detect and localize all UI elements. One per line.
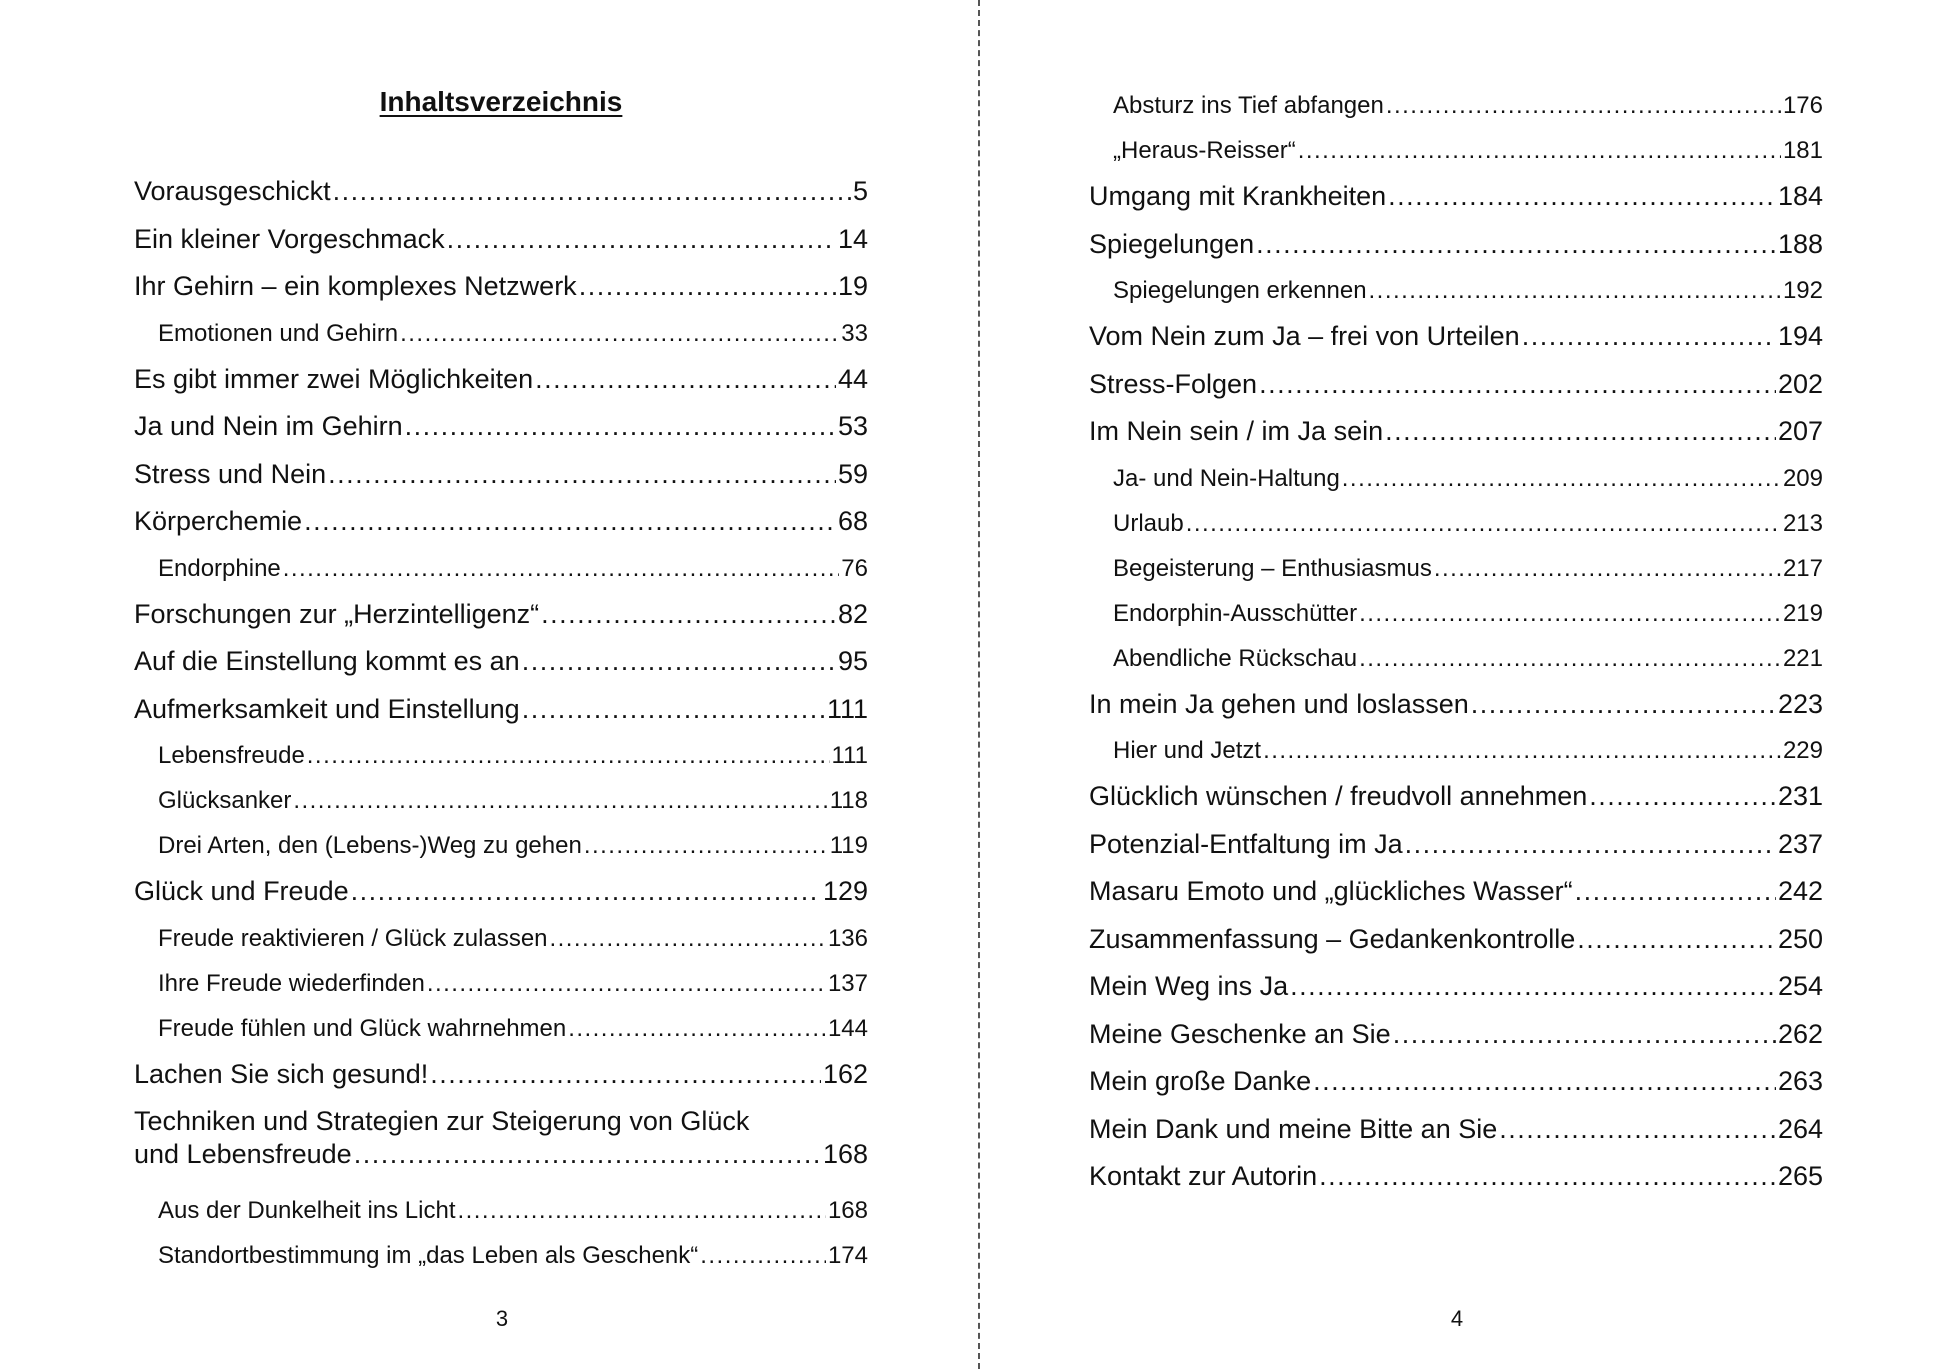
toc-entry-title: Im Nein sein / im Ja sein xyxy=(1089,416,1384,446)
toc-entry-page: 202 xyxy=(1777,368,1823,399)
toc-entry xyxy=(1089,361,1823,409)
toc-entry-title: Spiegelungen xyxy=(1089,228,1255,259)
toc-entry-title: Urlaub xyxy=(1113,509,1184,537)
toc-subentry xyxy=(134,1233,868,1278)
dot-leader xyxy=(541,591,836,639)
toc-subentry xyxy=(1089,128,1823,173)
toc-entry-page: 162 xyxy=(822,1058,868,1089)
toc-entry-page: 181 xyxy=(1782,137,1823,164)
toc-entry-title: Ihr Gehirn – ein komplexes Netzwerk xyxy=(134,271,577,301)
toc-title: Inhaltsverzeichnis xyxy=(379,86,623,117)
dot-leader xyxy=(333,168,851,216)
toc-entry-title: Drei Arten, den (Lebens-)Weg zu gehen xyxy=(158,832,582,859)
dot-leader xyxy=(1393,1011,1776,1059)
toc-entry-title: Standortbestimmung im „das Leben als Geschenk“ xyxy=(158,1242,699,1269)
dot-leader xyxy=(283,546,840,591)
dot-leader xyxy=(584,823,828,868)
toc-entry-page: 231 xyxy=(1777,781,1823,811)
dot-leader xyxy=(1186,501,1781,546)
dot-leader xyxy=(400,311,839,356)
dot-leader xyxy=(1388,173,1776,221)
toc-entry-page: 209 xyxy=(1782,464,1823,492)
toc-entry-page: 95 xyxy=(837,646,868,676)
toc-subentry xyxy=(134,823,868,868)
toc-entry xyxy=(1089,821,1823,869)
toc-entry-page: 59 xyxy=(837,458,868,489)
toc-entry-title: Freude reaktivieren / Glück zulassen xyxy=(158,924,548,952)
toc-entry-page: 237 xyxy=(1777,828,1823,859)
toc-entry xyxy=(1089,773,1823,821)
toc-subentry xyxy=(134,916,868,961)
dot-leader xyxy=(304,498,836,546)
toc-entry-page: 207 xyxy=(1777,416,1823,446)
toc-entry-page: 14 xyxy=(837,223,868,254)
toc-entry xyxy=(134,868,868,916)
toc-subentry xyxy=(1089,501,1823,546)
toc-entry-title: Ja- und Nein-Haltung xyxy=(1113,464,1340,492)
toc-entry-page: 119 xyxy=(829,832,868,859)
dot-leader xyxy=(1290,963,1776,1011)
toc-entry-page: 111 xyxy=(831,742,868,769)
toc-entry-title: Glücklich wünschen / freudvoll annehmen xyxy=(1089,781,1588,811)
toc-entry xyxy=(1089,408,1823,456)
dot-leader xyxy=(430,1051,821,1099)
toc-entry-title: Glücksanker xyxy=(158,787,292,814)
toc-entry-title: Lebensfreude xyxy=(158,742,305,769)
toc-entry-page: 168 xyxy=(827,1197,868,1224)
toc-entry-title: Vorausgeschickt xyxy=(134,176,331,206)
toc-subentry xyxy=(134,778,868,823)
toc-entry-page: 44 xyxy=(837,363,868,394)
dot-leader xyxy=(579,263,836,311)
toc-entry-title: Aufmerksamkeit und Einstellung xyxy=(134,693,520,724)
dot-leader xyxy=(1263,728,1781,773)
dot-leader xyxy=(1386,83,1781,128)
dot-leader xyxy=(293,778,827,823)
dot-leader xyxy=(458,1188,826,1233)
dot-leader xyxy=(1259,361,1776,409)
toc-entry-page: 5 xyxy=(852,176,868,206)
dot-leader xyxy=(550,916,826,961)
toc-entry-title: Stress-Folgen xyxy=(1089,368,1258,399)
toc-entry-title: In mein Ja gehen und loslassen xyxy=(1089,688,1469,719)
dot-leader xyxy=(1319,1153,1776,1201)
dot-leader xyxy=(328,451,836,499)
toc-entry-title: Auf die Einstellung kommt es an xyxy=(134,646,520,676)
dot-leader xyxy=(307,733,830,778)
toc-subentry xyxy=(134,1188,868,1233)
dot-leader xyxy=(1522,313,1776,361)
page-number-right: 4 xyxy=(1450,1306,1464,1331)
toc-entry-page: 184 xyxy=(1777,181,1823,211)
toc-entry xyxy=(134,1098,868,1188)
toc-entry-title: Forschungen zur „Herzintelligenz“ xyxy=(134,598,540,629)
toc-entry-title: Körperchemie xyxy=(134,506,303,536)
toc-entry-page: 262 xyxy=(1777,1018,1823,1049)
dot-leader xyxy=(354,1138,821,1171)
toc-subentry xyxy=(134,546,868,591)
toc-entry-page: 168 xyxy=(822,1139,868,1169)
toc-entry-page: 217 xyxy=(1782,554,1823,582)
toc-entry-title: Spiegelungen erkennen xyxy=(1113,277,1367,304)
toc-entry xyxy=(1089,1011,1823,1059)
toc-entry-title: Ihre Freude wiederfinden xyxy=(158,969,425,997)
toc-entry-page: 250 xyxy=(1777,923,1823,954)
toc-entry-page: 194 xyxy=(1777,321,1823,351)
toc-subentry xyxy=(1089,728,1823,773)
toc-entry xyxy=(134,263,868,311)
toc-entry-title: Abendliche Rückschau xyxy=(1113,644,1358,672)
toc-list-right xyxy=(1089,83,1823,1201)
toc-entry-title: Hier und Jetzt xyxy=(1113,737,1262,764)
toc-entry xyxy=(134,356,868,404)
toc-entry xyxy=(134,638,868,686)
toc-subentry xyxy=(1089,636,1823,681)
toc-subentry xyxy=(134,311,868,356)
dot-leader xyxy=(535,356,836,404)
toc-entry xyxy=(1089,313,1823,361)
toc-entry-page: 264 xyxy=(1777,1113,1823,1144)
toc-entry-page: 242 xyxy=(1777,876,1823,906)
toc-entry-title: Masaru Emoto und „glückliches Wasser“ xyxy=(1089,876,1573,906)
dot-leader xyxy=(568,1006,826,1051)
dot-leader xyxy=(1298,128,1781,173)
dot-leader xyxy=(427,961,826,1006)
toc-subentry xyxy=(1089,268,1823,313)
toc-entry-page: 223 xyxy=(1777,688,1823,719)
toc-subentry xyxy=(1089,546,1823,591)
toc-subentry xyxy=(134,1006,868,1051)
toc-entry xyxy=(134,591,868,639)
dot-leader xyxy=(1589,773,1776,821)
toc-entry xyxy=(1089,1106,1823,1154)
toc-entry xyxy=(1089,1058,1823,1106)
toc-entry-title: Mein Dank und meine Bitte an Sie xyxy=(1089,1113,1498,1144)
toc-entry-title: Emotionen und Gehirn xyxy=(158,319,399,347)
toc-subentry xyxy=(134,961,868,1006)
toc-entry-page: 129 xyxy=(822,876,868,906)
toc-entry xyxy=(1089,963,1823,1011)
toc-entry-page: 33 xyxy=(841,319,868,347)
toc-entry-page: 221 xyxy=(1782,644,1823,672)
toc-subentry xyxy=(134,733,868,778)
toc-entry xyxy=(1089,173,1823,221)
toc-entry-title: Ein kleiner Vorgeschmack xyxy=(134,223,445,254)
dot-leader xyxy=(1359,636,1781,681)
dot-leader xyxy=(1256,221,1776,269)
toc-entry xyxy=(134,168,868,216)
toc-entry-page: 144 xyxy=(827,1014,868,1042)
toc-entry-page: 174 xyxy=(827,1242,868,1269)
dot-leader xyxy=(351,868,821,916)
toc-entry-title: Ja und Nein im Gehirn xyxy=(134,411,403,441)
toc-entry-title: „Heraus-Reisser“ xyxy=(1113,137,1296,164)
toc-entry-title-line1: Techniken und Strategien zur Steigerung von Glück xyxy=(134,1106,750,1136)
toc-entry-title: Vom Nein zum Ja – frei von Urteilen xyxy=(1089,321,1520,351)
toc-entry-title: Freude fühlen und Glück wahrnehmen xyxy=(158,1014,567,1042)
toc-entry-page: 53 xyxy=(837,411,868,441)
toc-entry xyxy=(134,686,868,734)
toc-entry-title-line2: und Lebensfreude xyxy=(134,1139,352,1169)
toc-entry-title: Begeisterung – Enthusiasmus xyxy=(1113,554,1432,582)
toc-entry-title: Meine Geschenke an Sie xyxy=(1089,1018,1391,1049)
page-number-left: 3 xyxy=(495,1306,509,1331)
toc-entry-page: 219 xyxy=(1782,599,1823,627)
toc-entry-page: 137 xyxy=(827,969,868,997)
toc-subentry xyxy=(1089,591,1823,636)
toc-entry xyxy=(1089,221,1823,269)
toc-entry-page: 136 xyxy=(827,924,868,952)
toc-entry xyxy=(1089,1153,1823,1201)
toc-entry-page: 82 xyxy=(837,598,868,629)
toc-entry-title: Umgang mit Krankheiten xyxy=(1089,181,1387,211)
toc-entry-page: 176 xyxy=(1782,92,1823,119)
toc-entry-page: 118 xyxy=(829,787,868,814)
toc-entry-page: 76 xyxy=(841,554,868,582)
toc-list-left xyxy=(134,168,868,1278)
toc-entry xyxy=(1089,681,1823,729)
dot-leader xyxy=(1385,408,1776,456)
dot-leader xyxy=(1359,591,1781,636)
toc-entry-title: Lachen Sie sich gesund! xyxy=(134,1058,429,1089)
toc-entry-title: Stress und Nein xyxy=(134,458,327,489)
dot-leader xyxy=(700,1233,826,1278)
toc-entry xyxy=(134,1051,868,1099)
toc-entry-page: 254 xyxy=(1777,971,1823,1001)
toc-subentry xyxy=(1089,456,1823,501)
dot-leader xyxy=(1313,1058,1776,1106)
toc-entry-page: 68 xyxy=(837,506,868,536)
dot-leader xyxy=(1434,546,1781,591)
dot-leader xyxy=(1342,456,1781,501)
dot-leader xyxy=(1577,916,1776,964)
toc-entry-title: Es gibt immer zwei Möglichkeiten xyxy=(134,363,534,394)
toc-entry xyxy=(134,498,868,546)
toc-entry-page: 265 xyxy=(1777,1161,1823,1191)
dot-leader xyxy=(1499,1106,1776,1154)
toc-entry-page: 229 xyxy=(1782,737,1823,764)
dot-leader xyxy=(522,638,836,686)
toc-entry xyxy=(134,216,868,264)
toc-entry-page: 263 xyxy=(1777,1066,1823,1096)
toc-entry-page: 213 xyxy=(1782,509,1823,537)
toc-entry xyxy=(134,403,868,451)
toc-entry-title: Potenzial-Entfaltung im Ja xyxy=(1089,828,1403,859)
toc-entry-title: Mein Weg ins Ja xyxy=(1089,971,1289,1001)
dot-leader xyxy=(522,686,825,734)
toc-subentry xyxy=(1089,83,1823,128)
toc-entry-title: Endorphin-Ausschütter xyxy=(1113,599,1358,627)
toc-entry xyxy=(134,451,868,499)
toc-entry-title: Glück und Freude xyxy=(134,876,349,906)
toc-entry-title: Absturz ins Tief abfangen xyxy=(1113,92,1384,119)
dot-leader xyxy=(1471,681,1776,729)
toc-entry-page: 19 xyxy=(837,271,868,301)
toc-entry xyxy=(1089,868,1823,916)
toc-entry-page: 192 xyxy=(1782,277,1823,304)
toc-entry-page: 111 xyxy=(826,693,868,724)
toc-entry-page: 188 xyxy=(1777,228,1823,259)
toc-entry-title: Endorphine xyxy=(158,554,281,582)
toc-entry-title: Mein große Danke xyxy=(1089,1066,1312,1096)
dot-leader xyxy=(1405,821,1776,869)
dot-leader xyxy=(405,403,836,451)
dot-leader xyxy=(1369,268,1781,313)
dot-leader xyxy=(447,216,836,264)
toc-entry-title: Zusammenfassung – Gedankenkontrolle xyxy=(1089,923,1576,954)
toc-entry-title: Kontakt zur Autorin xyxy=(1089,1161,1318,1191)
toc-entry xyxy=(1089,916,1823,964)
toc-entry-title: Aus der Dunkelheit ins Licht xyxy=(158,1197,456,1224)
dot-leader xyxy=(1575,868,1776,916)
